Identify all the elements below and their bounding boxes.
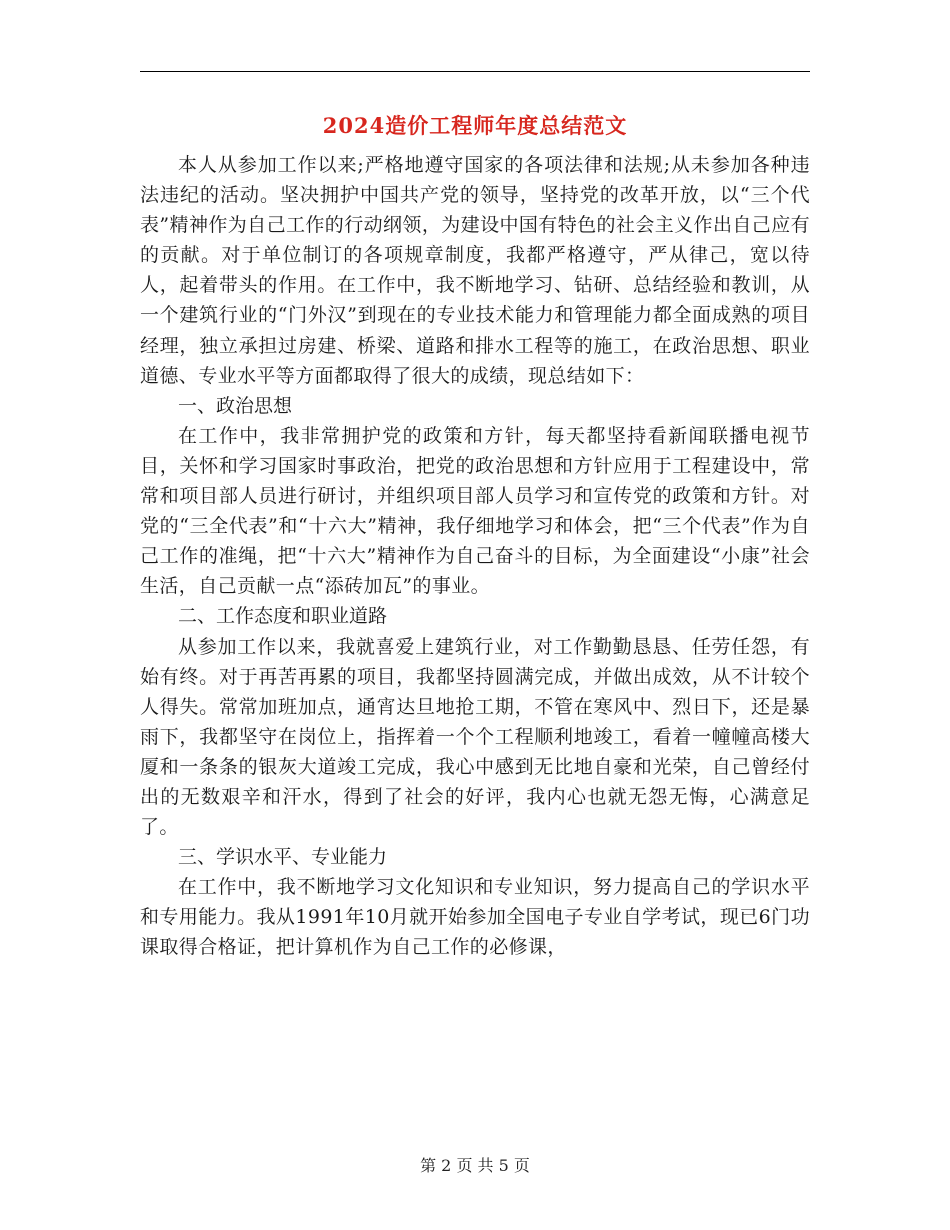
page-number-footer: 第 2 页 共 5 页 xyxy=(420,1156,530,1175)
section-body-political: 在工作中，我非常拥护党的政策和方针，每天都坚持看新闻联播电视节目，关怀和学习国家时事政治，把党的政治思想和方针应用于工程建设中，常常和项目部人员进行研讨，并组织项目部人员学习和宣传党的政策和方针。对党的“三全代表”和“十六大”精神，我仔细地学习和体会，把“三个代表”作为自己工作的准绳，把“十六大”精神作为自己奋斗的目标，为全面建设“小康”社会生活，自己贡献一点“添砖加瓦”的事业。 xyxy=(140,424,810,598)
document-title: 2024造价工程师年度总结范文 xyxy=(322,113,628,138)
section-heading-work-attitude: 二、工作态度和职业道路 xyxy=(178,605,388,628)
section-body-knowledge: 在工作中，我不断地学习文化知识和专业知识，努力提高自己的学识水平和专用能力。我从1991年10月就开始参加全国电子专业自学考试，现已6门功课取得合格证，把计算机作为自己工作的必修课， xyxy=(140,876,810,959)
header-rule xyxy=(140,71,810,72)
intro-paragraph: 本人从参加工作以来;严格地遵守国家的各项法律和法规;从未参加各种违法违纪的活动。坚决拥护中国共产党的领导，坚持党的改革开放，以“三个代表”精神作为自己工作的行动纲领，为建设中国有特色的社会主义作出自己应有的贡献。对于单位制订的各项规章制度，我都严格遵守，严从律己，宽以待人，起着带头的作用。在工作中，我不断地学习、钻研、总结经验和教训，从一个建筑行业的“门外汉”到现在的专业技术能力和管理能力都全面成熟的项目经理，独立承担过房建、桥梁、道路和排水工程等的施工，在政治思想、职业道德、专业水平等方面都取得了很大的成绩，现总结如下： xyxy=(140,154,810,387)
section-heading-political: 一、政治思想 xyxy=(178,394,293,417)
section-body-work-attitude: 从参加工作以来，我就喜爱上建筑行业，对工作勤勤恳恳、任劳任怨，有始有终。对于再苦再累的项目，我都坚持圆满完成，并做出成效，从不计较个人得失。常常加班加点，通宵达旦地抢工期，不管在寒风中、烈日下，还是暴雨下，我都坚守在岗位上，指挥着一个个工程顺利地竣工，看着一幢幢高楼大厦和一条条的银灰大道竣工完成，我心中感到无比地自豪和光荣，自己曾经付出的无数艰辛和汗水，得到了社会的好评，我内心也就无怨无悔，心满意足了。 xyxy=(140,635,810,839)
document-body xyxy=(140,150,810,963)
section-heading-knowledge: 三、学识水平、专业能力 xyxy=(178,846,388,869)
